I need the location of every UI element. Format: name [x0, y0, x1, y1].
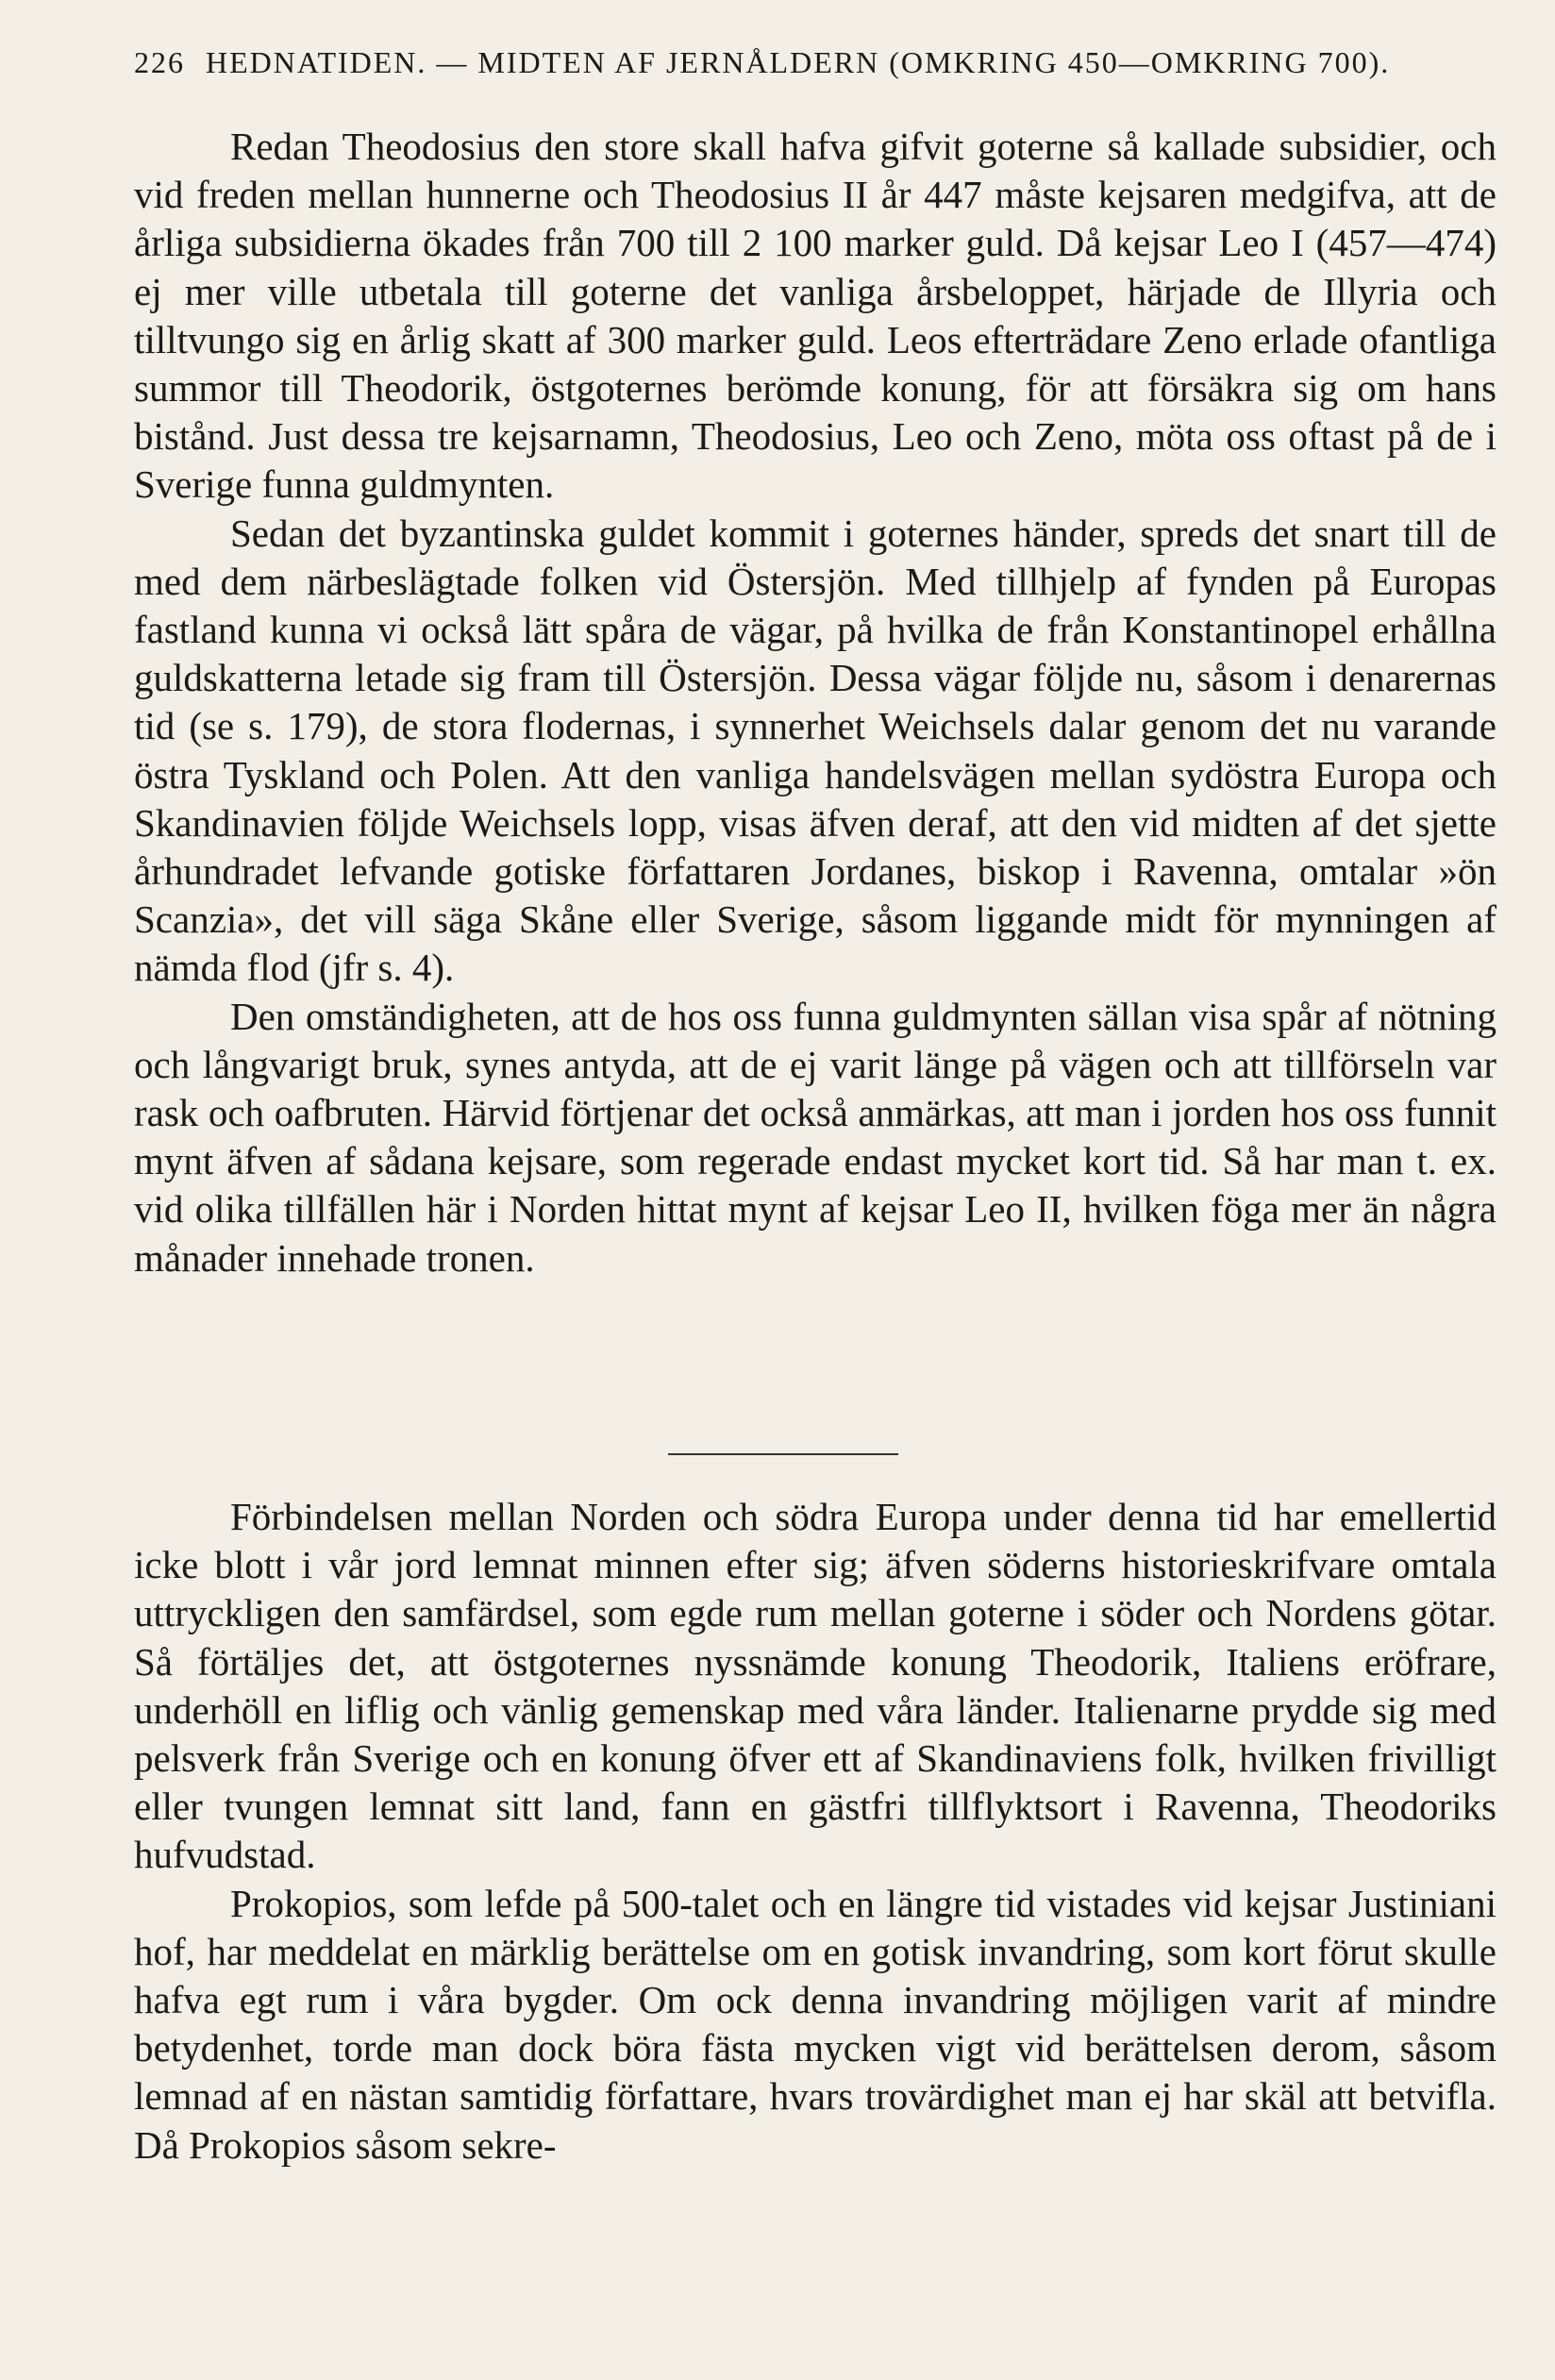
section-divider: [668, 1453, 898, 1455]
paragraph: Förbindelsen mellan Norden och södra Europa under denna tid har emellertid icke blott i vår jord lemnat minnen efter sig; äfven söderns historieskrifvare omtala uttryckligen den samfärdsel, som egde rum mellan goterne i söder och Nordens götar. Så förtäljes det, att östgoternes nyssnämde konung Theodorik, Italiens eröfrare, underhöll en liflig och vänlig gemenskap med våra länder. Italienarne prydde sig med pelsverk från Sverige och en konung öfver ett af Skandinaviens folk, hvilken frivilligt eller tvungen lemnat sitt land, fann en gästfri tillflyktsort i Ravenna, Theodoriks hufvudstad.: [134, 1495, 1496, 1877]
paragraph: Sedan det byzantinska guldet kommit i goternes händer, spreds det snart till de med dem närbeslägtade folken vid Östersjön. Med tillhjelp af fynden på Europas fastland kunna vi också lätt spåra de vägar, på hvilka de från Konstantinopel erhållna guldskatterna letade sig fram till Östersjön. Dessa vägar följde nu, såsom i denarernas tid (se s. 179), de stora flodernas, i synnerhet Weichsels dalar genom det nu varande östra Tyskland och Polen. Att den vanliga handelsvägen mellan sydöstra Europa och Skandinavien följde Weichsels lopp, visas äfven deraf, att den vid midten af det sjette århundradet lefvande gotiske författaren Jordanes, biskop i Ravenna, omtalar »ön Scanzia», det vill säga Skåne eller Sverige, såsom liggande midt för mynningen af nämda flod (jfr s. 4).: [134, 511, 1496, 990]
section-two: [134, 1493, 1496, 2170]
paragraph: Den omständigheten, att de hos oss funna guldmynten sällan visa spår af nötning och långvarigt bruk, synes antyda, att de ej varit länge på vägen och att tillförseln var rask och oafbruten. Härvid förtjenar det också anmärkas, att man i jorden hos oss funnit mynt äfven af sådana kejsare, som regerade endast mycket kort tid. Så har man t. ex. vid olika tillfällen här i Norden hittat mynt af kejsar Leo II, hvilken föga mer än några månader innehade tronen.: [134, 994, 1496, 1280]
section-one: [134, 123, 1496, 1282]
paragraph: Redan Theodosius den store skall hafva gifvit goterne så kallade subsidier, och vid freden mellan hunnerne och Theodosius II år 447 måste kejsaren medgifva, att de årliga subsidierna ökades från 700 till 2 100 marker guld. Då kejsar Leo I (457—474) ej mer ville utbetala till goterne det vanliga årsbeloppet, härjade de Illyria och tilltvungo sig en årlig skatt af 300 marker guld. Leos efterträdare Zeno erlade ofantliga summor till Theodorik, östgoternes berömde konung, för att försäkra sig om hans bistånd. Just dessa tre kejsarnamn, Theodosius, Leo och Zeno, möta oss oftast på de i Sverige funna guldmynten.: [134, 125, 1496, 507]
page-number: 226: [134, 45, 185, 79]
running-title: HEDNATIDEN. — MIDTEN AF JERNÅLDERN (OMKRING 450—OMKRING 700).: [206, 45, 1391, 79]
paragraph: Prokopios, som lefde på 500-talet och en längre tid vistades vid kejsar Justiniani hof, har meddelat en märklig berättelse om en gotisk invandring, som kort förut skulle hafva egt rum i våra bygder. Om ock denna invandring möjligen varit af mindre betydenhet, torde man dock böra fästa mycken vigt vid berättelsen derom, såsom lemnad af en nästan samtidig författare, hvars trovärdighet man ej har skäl att betvifla. Då Prokopios såsom sekre-: [134, 1881, 1496, 2167]
running-header: [134, 45, 1493, 80]
